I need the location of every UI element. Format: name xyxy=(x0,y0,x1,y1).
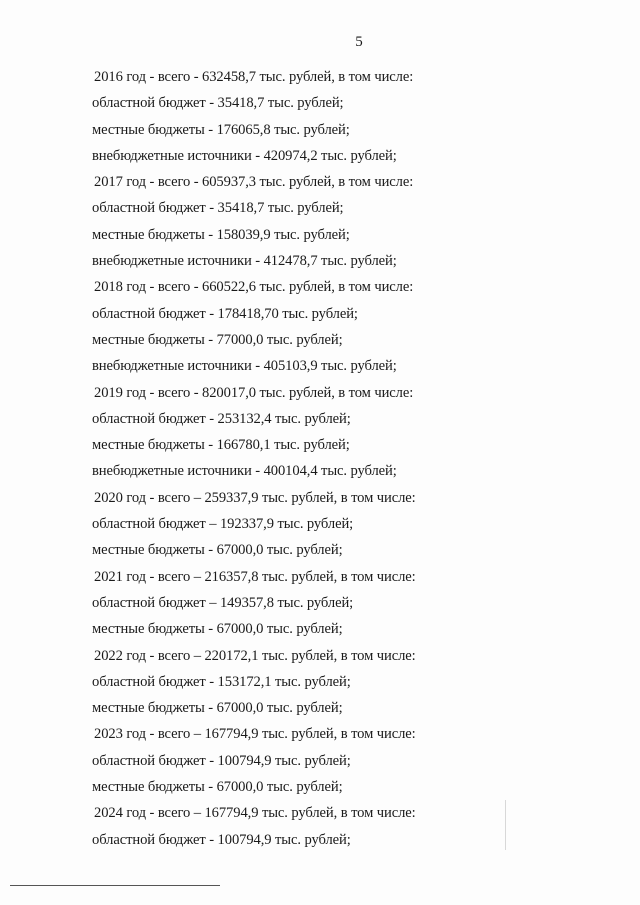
funding-lines-list xyxy=(92,64,562,853)
budget-source-line: местные бюджеты - 67000,0 тыс. рублей; xyxy=(92,700,343,717)
budget-source-line: областной бюджет – 149357,8 тыс. рублей; xyxy=(92,594,354,611)
budget-source-line: областной бюджет - 178418,70 тыс. рублей; xyxy=(92,305,358,322)
budget-source-line: областной бюджет - 35418,7 тыс. рублей; xyxy=(92,95,344,112)
budget-source-line: местные бюджеты - 77000,0 тыс. рублей; xyxy=(92,331,343,348)
year-total-line: 2019 год - всего - 820017,0 тыс. рублей, в том числе: xyxy=(94,384,414,401)
budget-source-line: областной бюджет - 153172,1 тыс. рублей; xyxy=(92,673,351,690)
budget-source-line: внебюджетные источники - 412478,7 тыс. рублей; xyxy=(92,253,397,270)
year-total-line: 2021 год - всего – 216357,8 тыс. рублей, в том числе: xyxy=(94,568,416,585)
year-total-line: 2016 год - всего - 632458,7 тыс. рублей, в том числе: xyxy=(94,69,414,85)
budget-source-line: областной бюджет - 35418,7 тыс. рублей; xyxy=(92,200,344,217)
budget-source-line: областной бюджет - 100794,9 тыс. рублей; xyxy=(92,831,351,848)
budget-source-line: местные бюджеты - 166780,1 тыс. рублей; xyxy=(92,437,350,454)
footnote-divider xyxy=(10,885,220,886)
scan-artifact-line xyxy=(505,800,506,850)
budget-source-line: областной бюджет – 192337,9 тыс. рублей; xyxy=(92,516,354,533)
budget-source-line: внебюджетные источники - 405103,9 тыс. рублей; xyxy=(92,358,397,375)
budget-source-line: местные бюджеты - 67000,0 тыс. рублей; xyxy=(92,779,343,796)
budget-source-line: местные бюджеты - 176065,8 тыс. рублей; xyxy=(92,121,350,138)
budget-source-line: областной бюджет - 100794,9 тыс. рублей; xyxy=(92,752,351,769)
year-total-line: 2020 год - всего – 259337,9 тыс. рублей, в том числе: xyxy=(94,489,416,506)
year-total-line: 2017 год - всего - 605937,3 тыс. рублей, в том числе: xyxy=(94,174,414,191)
budget-source-line: областной бюджет - 253132,4 тыс. рублей; xyxy=(92,410,351,427)
year-total-line: 2024 год - всего – 167794,9 тыс. рублей, в том числе: xyxy=(94,805,416,822)
year-total-line: 2022 год - всего – 220172,1 тыс. рублей, в том числе: xyxy=(94,647,416,664)
year-total-line: 2023 год - всего – 167794,9 тыс. рублей, в том числе: xyxy=(94,726,416,743)
page-number: 5 xyxy=(355,34,363,50)
budget-source-line: местные бюджеты - 67000,0 тыс. рублей; xyxy=(92,621,343,638)
budget-source-line: местные бюджеты - 158039,9 тыс. рублей; xyxy=(92,226,350,243)
budget-source-line: внебюджетные источники - 420974,2 тыс. рублей; xyxy=(92,147,397,164)
year-total-line: 2018 год - всего - 660522,6 тыс. рублей, в том числе: xyxy=(94,279,414,296)
budget-source-line: внебюджетные источники - 400104,4 тыс. рублей; xyxy=(92,463,397,480)
budget-source-line: местные бюджеты - 67000,0 тыс. рублей; xyxy=(92,542,343,559)
